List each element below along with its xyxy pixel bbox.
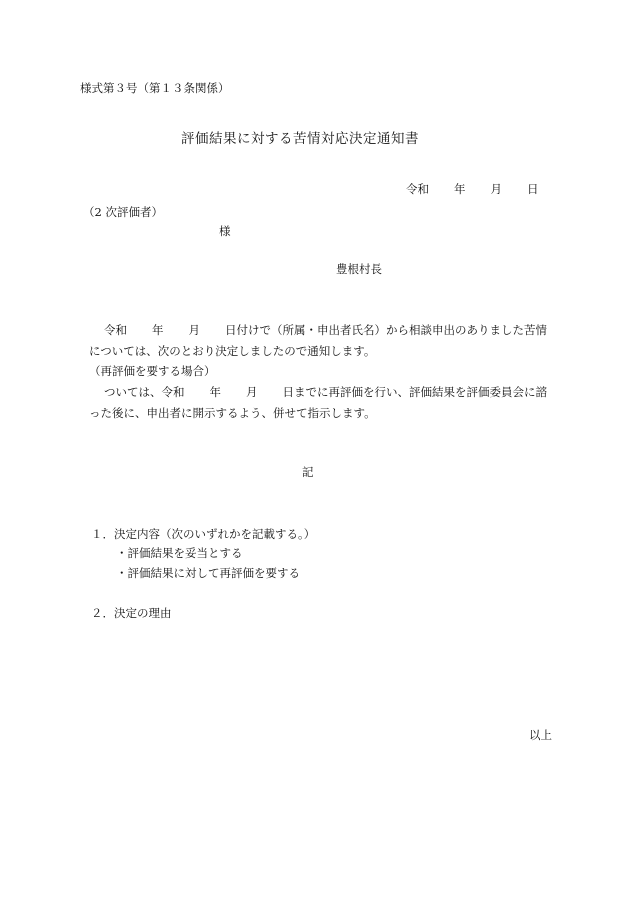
date-line [406, 184, 539, 196]
para1-rest: 日付けで（所属・申出者氏名）から相談申出のありました苦情 [225, 323, 547, 337]
para1-era: 令和 [104, 323, 127, 337]
paragraph2-line2: った後に、申出者に開示するよう、併せて指示します。 [89, 406, 376, 420]
paragraph1-line2: については、次のとおり決定しましたので通知します。 [89, 344, 376, 358]
item1-option1: ・評価結果を妥当とする [116, 546, 243, 560]
addressee-honorific: 様 [219, 224, 231, 238]
addressee-label: （2 次評価者） [83, 205, 163, 219]
para2-month: 月 [246, 385, 258, 399]
date-day: 日 [527, 182, 539, 196]
date-year: 年 [454, 182, 466, 196]
para2-rest: 日までに再評価を行い、評価結果を評価委員会に諮 [282, 385, 547, 399]
para1-month: 月 [188, 323, 200, 337]
document-title: 評価結果に対する苦情対応決定通知書 [181, 131, 419, 147]
item1-option2: ・評価結果に対して再評価を要する [116, 566, 300, 580]
item2-heading: ２．決定の理由 [91, 606, 172, 620]
para2-start: ついては、令和 [104, 385, 185, 399]
form-number: 様式第３号（第１３条関係） [80, 81, 230, 95]
ki-heading: 記 [302, 465, 314, 479]
item1-heading: １．決定内容（次のいずれかを記載する。） [91, 527, 316, 541]
paragraph2-line1 [104, 387, 547, 399]
para2-year: 年 [209, 385, 221, 399]
date-era: 令和 [406, 182, 429, 196]
sender: 豊根村長 [336, 262, 382, 276]
para1-year: 年 [152, 323, 164, 337]
date-month: 月 [490, 182, 502, 196]
paragraph2-heading: （再評価を要する場合） [89, 364, 216, 378]
paragraph1-line1 [104, 325, 547, 337]
closing-mark: 以上 [529, 728, 552, 742]
